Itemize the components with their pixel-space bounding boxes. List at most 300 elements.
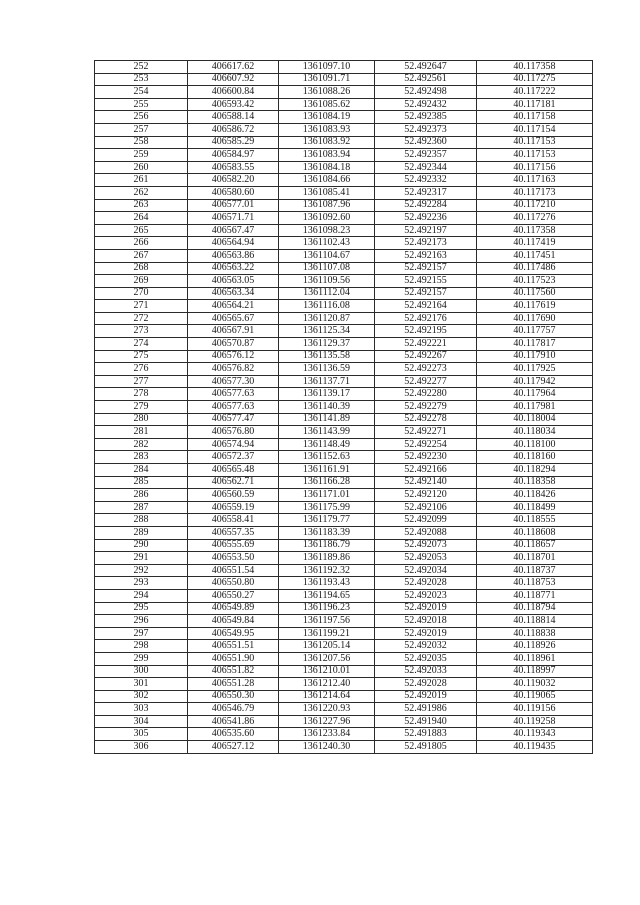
- latitude-cell: 52.492073: [375, 539, 477, 552]
- latitude-cell: 52.492163: [375, 249, 477, 262]
- y-coordinate-cell: 1361214.64: [279, 690, 375, 703]
- table-row: [95, 98, 593, 111]
- table-row: [95, 237, 593, 250]
- table-row: [95, 564, 593, 577]
- y-coordinate-cell: 1361148.49: [279, 438, 375, 451]
- x-coordinate-cell: 406553.50: [188, 552, 279, 565]
- latitude-cell: 52.492432: [375, 98, 477, 111]
- x-coordinate-cell: 406551.54: [188, 564, 279, 577]
- point-number-cell: 261: [95, 174, 188, 187]
- y-coordinate-cell: 1361197.56: [279, 615, 375, 628]
- x-coordinate-cell: 406577.63: [188, 401, 279, 414]
- y-coordinate-cell: 1361098.23: [279, 224, 375, 237]
- longitude-cell: 40.118608: [477, 526, 593, 539]
- point-number-cell: 265: [95, 224, 188, 237]
- longitude-cell: 40.118358: [477, 476, 593, 489]
- latitude-cell: 52.492498: [375, 86, 477, 99]
- longitude-cell: 40.118426: [477, 489, 593, 502]
- table-row: [95, 300, 593, 313]
- table-row: [95, 161, 593, 174]
- y-coordinate-cell: 1361233.84: [279, 728, 375, 741]
- table-row: [95, 728, 593, 741]
- y-coordinate-cell: 1361129.37: [279, 338, 375, 351]
- latitude-cell: 52.492357: [375, 149, 477, 162]
- y-coordinate-cell: 1361097.10: [279, 61, 375, 74]
- y-coordinate-cell: 1361171.01: [279, 489, 375, 502]
- point-number-cell: 285: [95, 476, 188, 489]
- latitude-cell: 52.491986: [375, 703, 477, 716]
- table-row: [95, 552, 593, 565]
- longitude-cell: 40.117358: [477, 61, 593, 74]
- point-number-cell: 289: [95, 526, 188, 539]
- longitude-cell: 40.117275: [477, 73, 593, 86]
- x-coordinate-cell: 406617.62: [188, 61, 279, 74]
- latitude-cell: 52.492280: [375, 388, 477, 401]
- point-number-cell: 290: [95, 539, 188, 552]
- longitude-cell: 40.117153: [477, 149, 593, 162]
- latitude-cell: 52.492332: [375, 174, 477, 187]
- latitude-cell: 52.492053: [375, 552, 477, 565]
- longitude-cell: 40.117163: [477, 174, 593, 187]
- table-row: [95, 61, 593, 74]
- longitude-cell: 40.119343: [477, 728, 593, 741]
- table-row: [95, 123, 593, 136]
- y-coordinate-cell: 1361189.86: [279, 552, 375, 565]
- point-number-cell: 270: [95, 287, 188, 300]
- x-coordinate-cell: 406563.86: [188, 249, 279, 262]
- x-coordinate-cell: 406551.82: [188, 665, 279, 678]
- latitude-cell: 52.492373: [375, 123, 477, 136]
- table-row: [95, 526, 593, 539]
- point-number-cell: 273: [95, 325, 188, 338]
- x-coordinate-cell: 406549.84: [188, 615, 279, 628]
- point-number-cell: 304: [95, 715, 188, 728]
- table-row: [95, 388, 593, 401]
- latitude-cell: 52.492164: [375, 300, 477, 313]
- point-number-cell: 286: [95, 489, 188, 502]
- latitude-cell: 52.492277: [375, 375, 477, 388]
- point-number-cell: 305: [95, 728, 188, 741]
- table-body: [95, 61, 593, 754]
- longitude-cell: 40.118294: [477, 464, 593, 477]
- longitude-cell: 40.117942: [477, 375, 593, 388]
- latitude-cell: 52.492034: [375, 564, 477, 577]
- latitude-cell: 52.492317: [375, 186, 477, 199]
- table-row: [95, 438, 593, 451]
- x-coordinate-cell: 406577.30: [188, 375, 279, 388]
- x-coordinate-cell: 406607.92: [188, 73, 279, 86]
- table-row: [95, 652, 593, 665]
- longitude-cell: 40.117276: [477, 212, 593, 225]
- longitude-cell: 40.117210: [477, 199, 593, 212]
- point-number-cell: 280: [95, 413, 188, 426]
- point-number-cell: 272: [95, 312, 188, 325]
- point-number-cell: 269: [95, 275, 188, 288]
- y-coordinate-cell: 1361140.39: [279, 401, 375, 414]
- y-coordinate-cell: 1361102.43: [279, 237, 375, 250]
- y-coordinate-cell: 1361092.60: [279, 212, 375, 225]
- longitude-cell: 40.118794: [477, 602, 593, 615]
- latitude-cell: 52.492271: [375, 426, 477, 439]
- y-coordinate-cell: 1361141.89: [279, 413, 375, 426]
- latitude-cell: 52.492197: [375, 224, 477, 237]
- table-row: [95, 186, 593, 199]
- point-number-cell: 254: [95, 86, 188, 99]
- y-coordinate-cell: 1361143.99: [279, 426, 375, 439]
- table-row: [95, 640, 593, 653]
- latitude-cell: 52.492032: [375, 640, 477, 653]
- y-coordinate-cell: 1361135.58: [279, 350, 375, 363]
- x-coordinate-cell: 406546.79: [188, 703, 279, 716]
- longitude-cell: 40.117358: [477, 224, 593, 237]
- latitude-cell: 52.492157: [375, 262, 477, 275]
- table-row: [95, 577, 593, 590]
- y-coordinate-cell: 1361083.94: [279, 149, 375, 162]
- x-coordinate-cell: 406567.91: [188, 325, 279, 338]
- table-row: [95, 741, 593, 754]
- y-coordinate-cell: 1361116.08: [279, 300, 375, 313]
- longitude-cell: 40.118657: [477, 539, 593, 552]
- longitude-cell: 40.118555: [477, 514, 593, 527]
- latitude-cell: 52.492254: [375, 438, 477, 451]
- y-coordinate-cell: 1361220.93: [279, 703, 375, 716]
- table-row: [95, 627, 593, 640]
- x-coordinate-cell: 406550.27: [188, 589, 279, 602]
- x-coordinate-cell: 406585.29: [188, 136, 279, 149]
- table-row: [95, 715, 593, 728]
- latitude-cell: 52.492267: [375, 350, 477, 363]
- x-coordinate-cell: 406580.60: [188, 186, 279, 199]
- point-number-cell: 293: [95, 577, 188, 590]
- table-row: [95, 401, 593, 414]
- x-coordinate-cell: 406577.63: [188, 388, 279, 401]
- longitude-cell: 40.117560: [477, 287, 593, 300]
- y-coordinate-cell: 1361139.17: [279, 388, 375, 401]
- latitude-cell: 52.492028: [375, 577, 477, 590]
- latitude-cell: 52.492344: [375, 161, 477, 174]
- x-coordinate-cell: 406577.47: [188, 413, 279, 426]
- x-coordinate-cell: 406560.59: [188, 489, 279, 502]
- table-row: [95, 312, 593, 325]
- latitude-cell: 52.492273: [375, 363, 477, 376]
- latitude-cell: 52.492019: [375, 690, 477, 703]
- longitude-cell: 40.117757: [477, 325, 593, 338]
- table-row: [95, 338, 593, 351]
- y-coordinate-cell: 1361196.23: [279, 602, 375, 615]
- point-number-cell: 302: [95, 690, 188, 703]
- latitude-cell: 52.492018: [375, 615, 477, 628]
- y-coordinate-cell: 1361210.01: [279, 665, 375, 678]
- table-row: [95, 212, 593, 225]
- latitude-cell: 52.491940: [375, 715, 477, 728]
- point-number-cell: 301: [95, 678, 188, 691]
- point-number-cell: 303: [95, 703, 188, 716]
- latitude-cell: 52.492019: [375, 627, 477, 640]
- y-coordinate-cell: 1361087.96: [279, 199, 375, 212]
- y-coordinate-cell: 1361085.41: [279, 186, 375, 199]
- x-coordinate-cell: 406541.86: [188, 715, 279, 728]
- point-number-cell: 266: [95, 237, 188, 250]
- x-coordinate-cell: 406600.84: [188, 86, 279, 99]
- table-row: [95, 451, 593, 464]
- point-number-cell: 267: [95, 249, 188, 262]
- point-number-cell: 306: [95, 741, 188, 754]
- latitude-cell: 52.492221: [375, 338, 477, 351]
- longitude-cell: 40.118997: [477, 665, 593, 678]
- table-row: [95, 325, 593, 338]
- x-coordinate-cell: 406559.19: [188, 501, 279, 514]
- latitude-cell: 52.492088: [375, 526, 477, 539]
- latitude-cell: 52.492176: [375, 312, 477, 325]
- point-number-cell: 297: [95, 627, 188, 640]
- x-coordinate-cell: 406550.30: [188, 690, 279, 703]
- y-coordinate-cell: 1361183.39: [279, 526, 375, 539]
- point-number-cell: 274: [95, 338, 188, 351]
- latitude-cell: 52.492035: [375, 652, 477, 665]
- y-coordinate-cell: 1361083.93: [279, 123, 375, 136]
- y-coordinate-cell: 1361240.30: [279, 741, 375, 754]
- latitude-cell: 52.491883: [375, 728, 477, 741]
- point-number-cell: 259: [95, 149, 188, 162]
- longitude-cell: 40.117156: [477, 161, 593, 174]
- longitude-cell: 40.118926: [477, 640, 593, 653]
- y-coordinate-cell: 1361104.67: [279, 249, 375, 262]
- latitude-cell: 52.492195: [375, 325, 477, 338]
- table-row: [95, 703, 593, 716]
- longitude-cell: 40.117154: [477, 123, 593, 136]
- longitude-cell: 40.119032: [477, 678, 593, 691]
- x-coordinate-cell: 406565.48: [188, 464, 279, 477]
- y-coordinate-cell: 1361109.56: [279, 275, 375, 288]
- y-coordinate-cell: 1361083.92: [279, 136, 375, 149]
- table-row: [95, 73, 593, 86]
- x-coordinate-cell: 406550.80: [188, 577, 279, 590]
- table-row: [95, 363, 593, 376]
- point-number-cell: 263: [95, 199, 188, 212]
- x-coordinate-cell: 406562.71: [188, 476, 279, 489]
- table-row: [95, 136, 593, 149]
- table-row: [95, 476, 593, 489]
- longitude-cell: 40.119435: [477, 741, 593, 754]
- point-number-cell: 276: [95, 363, 188, 376]
- y-coordinate-cell: 1361084.66: [279, 174, 375, 187]
- longitude-cell: 40.119156: [477, 703, 593, 716]
- table-row: [95, 262, 593, 275]
- table-row: [95, 589, 593, 602]
- y-coordinate-cell: 1361084.18: [279, 161, 375, 174]
- point-number-cell: 296: [95, 615, 188, 628]
- latitude-cell: 52.492561: [375, 73, 477, 86]
- longitude-cell: 40.117486: [477, 262, 593, 275]
- longitude-cell: 40.118753: [477, 577, 593, 590]
- x-coordinate-cell: 406565.67: [188, 312, 279, 325]
- longitude-cell: 40.118961: [477, 652, 593, 665]
- x-coordinate-cell: 406571.71: [188, 212, 279, 225]
- y-coordinate-cell: 1361175.99: [279, 501, 375, 514]
- point-number-cell: 283: [95, 451, 188, 464]
- y-coordinate-cell: 1361107.08: [279, 262, 375, 275]
- longitude-cell: 40.118838: [477, 627, 593, 640]
- latitude-cell: 52.492647: [375, 61, 477, 74]
- point-number-cell: 252: [95, 61, 188, 74]
- x-coordinate-cell: 406574.94: [188, 438, 279, 451]
- latitude-cell: 52.492173: [375, 237, 477, 250]
- longitude-cell: 40.118004: [477, 413, 593, 426]
- x-coordinate-cell: 406584.97: [188, 149, 279, 162]
- x-coordinate-cell: 406555.69: [188, 539, 279, 552]
- x-coordinate-cell: 406576.12: [188, 350, 279, 363]
- x-coordinate-cell: 406549.95: [188, 627, 279, 640]
- latitude-cell: 52.492157: [375, 287, 477, 300]
- point-number-cell: 255: [95, 98, 188, 111]
- point-number-cell: 260: [95, 161, 188, 174]
- point-number-cell: 264: [95, 212, 188, 225]
- longitude-cell: 40.117619: [477, 300, 593, 313]
- x-coordinate-cell: 406551.90: [188, 652, 279, 665]
- table-row: [95, 678, 593, 691]
- y-coordinate-cell: 1361194.65: [279, 589, 375, 602]
- latitude-cell: 52.492166: [375, 464, 477, 477]
- latitude-cell: 52.492385: [375, 111, 477, 124]
- point-number-cell: 279: [95, 401, 188, 414]
- point-number-cell: 291: [95, 552, 188, 565]
- table-row: [95, 174, 593, 187]
- y-coordinate-cell: 1361212.40: [279, 678, 375, 691]
- x-coordinate-cell: 406563.22: [188, 262, 279, 275]
- table-row: [95, 464, 593, 477]
- table-row: [95, 375, 593, 388]
- latitude-cell: 52.492023: [375, 589, 477, 602]
- table-row: [95, 539, 593, 552]
- x-coordinate-cell: 406576.80: [188, 426, 279, 439]
- x-coordinate-cell: 406567.47: [188, 224, 279, 237]
- table-row: [95, 665, 593, 678]
- longitude-cell: 40.118499: [477, 501, 593, 514]
- x-coordinate-cell: 406549.89: [188, 602, 279, 615]
- coordinates-table: [94, 60, 593, 754]
- table-row: [95, 287, 593, 300]
- x-coordinate-cell: 406551.51: [188, 640, 279, 653]
- point-number-cell: 257: [95, 123, 188, 136]
- point-number-cell: 256: [95, 111, 188, 124]
- longitude-cell: 40.119258: [477, 715, 593, 728]
- table-row: [95, 413, 593, 426]
- table-row: [95, 224, 593, 237]
- latitude-cell: 52.492120: [375, 489, 477, 502]
- x-coordinate-cell: 406558.41: [188, 514, 279, 527]
- x-coordinate-cell: 406586.72: [188, 123, 279, 136]
- point-number-cell: 294: [95, 589, 188, 602]
- latitude-cell: 52.492033: [375, 665, 477, 678]
- point-number-cell: 287: [95, 501, 188, 514]
- point-number-cell: 277: [95, 375, 188, 388]
- x-coordinate-cell: 406570.87: [188, 338, 279, 351]
- point-number-cell: 300: [95, 665, 188, 678]
- point-number-cell: 299: [95, 652, 188, 665]
- longitude-cell: 40.118034: [477, 426, 593, 439]
- x-coordinate-cell: 406588.14: [188, 111, 279, 124]
- y-coordinate-cell: 1361136.59: [279, 363, 375, 376]
- longitude-cell: 40.117964: [477, 388, 593, 401]
- latitude-cell: 52.492155: [375, 275, 477, 288]
- y-coordinate-cell: 1361199.21: [279, 627, 375, 640]
- table-row: [95, 86, 593, 99]
- latitude-cell: 52.492140: [375, 476, 477, 489]
- x-coordinate-cell: 406564.21: [188, 300, 279, 313]
- x-coordinate-cell: 406535.60: [188, 728, 279, 741]
- latitude-cell: 52.492106: [375, 501, 477, 514]
- longitude-cell: 40.117523: [477, 275, 593, 288]
- table-row: [95, 249, 593, 262]
- longitude-cell: 40.117173: [477, 186, 593, 199]
- x-coordinate-cell: 406551.28: [188, 678, 279, 691]
- x-coordinate-cell: 406572.37: [188, 451, 279, 464]
- table-row: [95, 690, 593, 703]
- point-number-cell: 282: [95, 438, 188, 451]
- x-coordinate-cell: 406577.01: [188, 199, 279, 212]
- longitude-cell: 40.117153: [477, 136, 593, 149]
- y-coordinate-cell: 1361166.28: [279, 476, 375, 489]
- y-coordinate-cell: 1361084.19: [279, 111, 375, 124]
- x-coordinate-cell: 406557.35: [188, 526, 279, 539]
- x-coordinate-cell: 406583.55: [188, 161, 279, 174]
- longitude-cell: 40.118737: [477, 564, 593, 577]
- longitude-cell: 40.117419: [477, 237, 593, 250]
- table-row: [95, 426, 593, 439]
- latitude-cell: 52.492284: [375, 199, 477, 212]
- latitude-cell: 52.492278: [375, 413, 477, 426]
- y-coordinate-cell: 1361088.26: [279, 86, 375, 99]
- longitude-cell: 40.117910: [477, 350, 593, 363]
- longitude-cell: 40.117817: [477, 338, 593, 351]
- longitude-cell: 40.118100: [477, 438, 593, 451]
- y-coordinate-cell: 1361161.91: [279, 464, 375, 477]
- point-number-cell: 288: [95, 514, 188, 527]
- latitude-cell: 52.492279: [375, 401, 477, 414]
- y-coordinate-cell: 1361112.04: [279, 287, 375, 300]
- x-coordinate-cell: 406593.42: [188, 98, 279, 111]
- latitude-cell: 52.492019: [375, 602, 477, 615]
- y-coordinate-cell: 1361137.71: [279, 375, 375, 388]
- y-coordinate-cell: 1361192.32: [279, 564, 375, 577]
- y-coordinate-cell: 1361120.87: [279, 312, 375, 325]
- latitude-cell: 52.491805: [375, 741, 477, 754]
- table-row: [95, 350, 593, 363]
- table-row: [95, 275, 593, 288]
- x-coordinate-cell: 406527.12: [188, 741, 279, 754]
- y-coordinate-cell: 1361205.14: [279, 640, 375, 653]
- point-number-cell: 268: [95, 262, 188, 275]
- point-number-cell: 292: [95, 564, 188, 577]
- longitude-cell: 40.118701: [477, 552, 593, 565]
- y-coordinate-cell: 1361179.77: [279, 514, 375, 527]
- y-coordinate-cell: 1361207.56: [279, 652, 375, 665]
- point-number-cell: 262: [95, 186, 188, 199]
- longitude-cell: 40.117222: [477, 86, 593, 99]
- table-row: [95, 149, 593, 162]
- y-coordinate-cell: 1361125.34: [279, 325, 375, 338]
- y-coordinate-cell: 1361193.43: [279, 577, 375, 590]
- y-coordinate-cell: 1361152.63: [279, 451, 375, 464]
- point-number-cell: 298: [95, 640, 188, 653]
- longitude-cell: 40.118160: [477, 451, 593, 464]
- table-row: [95, 199, 593, 212]
- y-coordinate-cell: 1361186.79: [279, 539, 375, 552]
- x-coordinate-cell: 406564.94: [188, 237, 279, 250]
- latitude-cell: 52.492236: [375, 212, 477, 225]
- longitude-cell: 40.119065: [477, 690, 593, 703]
- x-coordinate-cell: 406576.82: [188, 363, 279, 376]
